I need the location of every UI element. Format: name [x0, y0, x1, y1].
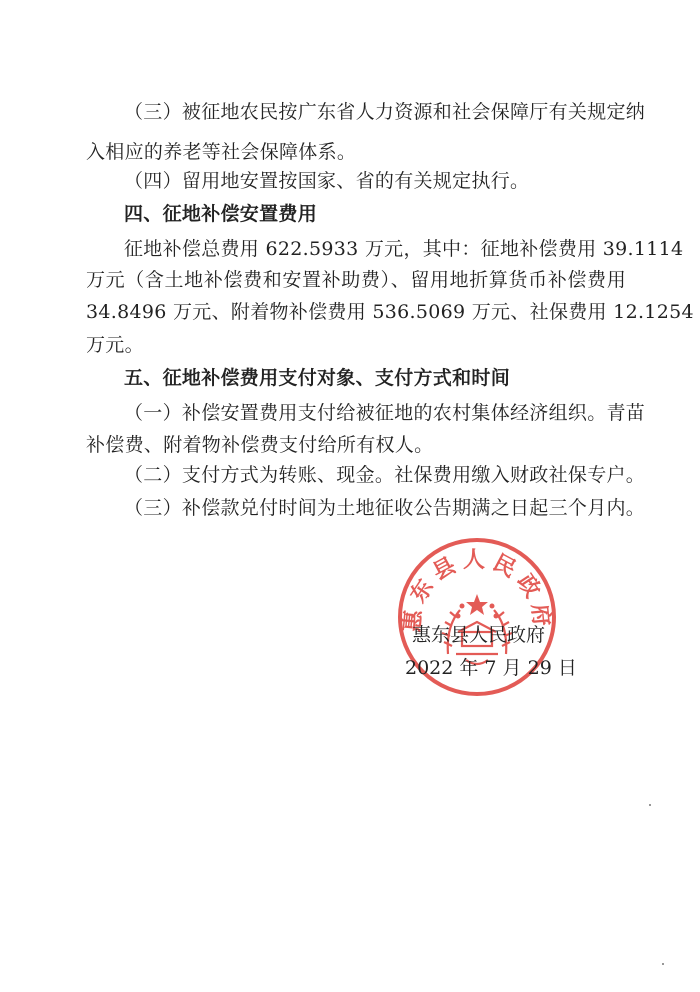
fees-line-1: 征地补偿总费用 622.5933 万元，其中：征地补偿费用 39.1114 [124, 238, 684, 260]
payment-3: （三）补偿款兑付时间为土地征收公告期满之日起三个月内。 [124, 497, 646, 519]
signature-organization: 惠东县人民政府 [412, 624, 546, 646]
paragraph-3-line-1: （三）被征地农民按广东省人力资源和社会保障厅有关规定纳 [124, 101, 646, 123]
payment-1-line-2: 补偿费、附着物补偿费支付给所有权人。 [86, 434, 434, 456]
emblem-stars-icon [456, 594, 499, 619]
fees-line-3: 34.8496 万元、附着物补偿费用 536.5069 万元、社保费用 12.1254 [86, 301, 694, 323]
heading-five: 五、征地补偿费用支付对象、支付方式和时间 [124, 367, 511, 389]
paragraph-4: （四）留用地安置按国家、省的有关规定执行。 [124, 170, 530, 192]
payment-2: （二）支付方式为转账、现金。社保费用缴入财政社保专户。 [124, 464, 646, 486]
signature-date: 2022 年 7 月 29 日 [405, 657, 577, 679]
scan-speck [662, 963, 664, 965]
fees-line-2: 万元（含土地补偿费和安置补助费）、留用地折算货币补偿费用 [86, 269, 626, 291]
seal-arc-text: 惠东县人民政府 [400, 548, 554, 634]
heading-four: 四、征地补偿安置费用 [124, 203, 318, 225]
paragraph-3-line-2: 入相应的养老等社会保障体系。 [86, 141, 357, 163]
scan-speck [649, 804, 651, 806]
fees-line-4: 万元。 [86, 334, 144, 356]
payment-1-line-1: （一）补偿安置费用支付给被征地的农村集体经济组织。青苗 [124, 402, 646, 424]
